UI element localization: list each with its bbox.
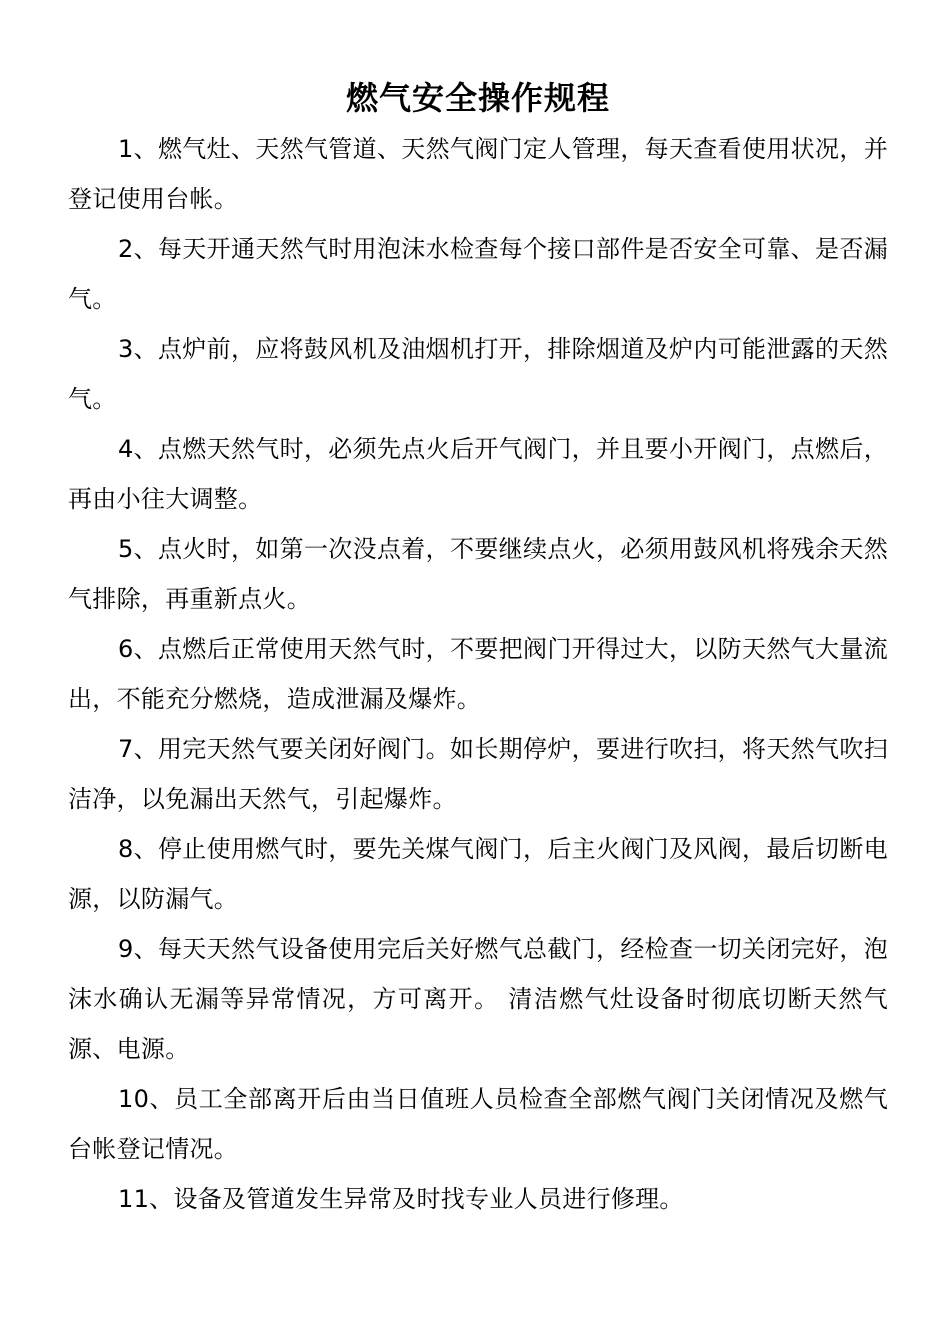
rule-item-1: 1、燃气灶、天然气管道、天然气阀门定人管理，每天查看使用状况，并登记使用台帐。 [68, 135, 888, 213]
rule-item-11: 11、设备及管道发生异常及时找专业人员进行修理。 [118, 1185, 684, 1213]
rule-item-6: 6、点燃后正常使用天然气时，不要把阀门开得过大，以防天然气大量流出，不能充分燃烧，造成泄漏及爆炸。 [68, 635, 888, 713]
rule-item-7: 7、用完天然气要关闭好阀门。如长期停炉，要进行吹扫，将天然气吹扫洁净，以免漏出天然气，引起爆炸。 [68, 735, 888, 813]
rule-item-8: 8、停止使用燃气时，要先关煤气阀门，后主火阀门及风阀，最后切断电源，以防漏气。 [68, 835, 888, 913]
rule-item-9: 9、每天天然气设备使用完后关好燃气总截门，经检查一切关闭完好，泡沫水确认无漏等异常情况，方可离开。 清洁燃气灶设备时彻底切断天然气源、电源。 [68, 935, 888, 1063]
rule-item-3: 3、点炉前，应将鼓风机及油烟机打开，排除烟道及炉内可能泄露的天然气。 [68, 335, 888, 413]
document-page [68, 72, 888, 1224]
document-title: 燃气安全操作规程 [345, 79, 610, 117]
rule-item-5: 5、点火时，如第一次没点着，不要继续点火，必须用鼓风机将残余天然气排除，再重新点火。 [68, 535, 888, 613]
rule-item-2: 2、每天开通天然气时用泡沫水检查每个接口部件是否安全可靠、是否漏气。 [68, 235, 888, 313]
rule-item-4: 4、点燃天然气时，必须先点火后开气阀门，并且要小开阀门，点燃后，再由小往大调整。 [68, 435, 888, 513]
rule-item-10: 10、员工全部离开后由当日值班人员检查全部燃气阀门关闭情况及燃气台帐登记情况。 [68, 1085, 888, 1163]
